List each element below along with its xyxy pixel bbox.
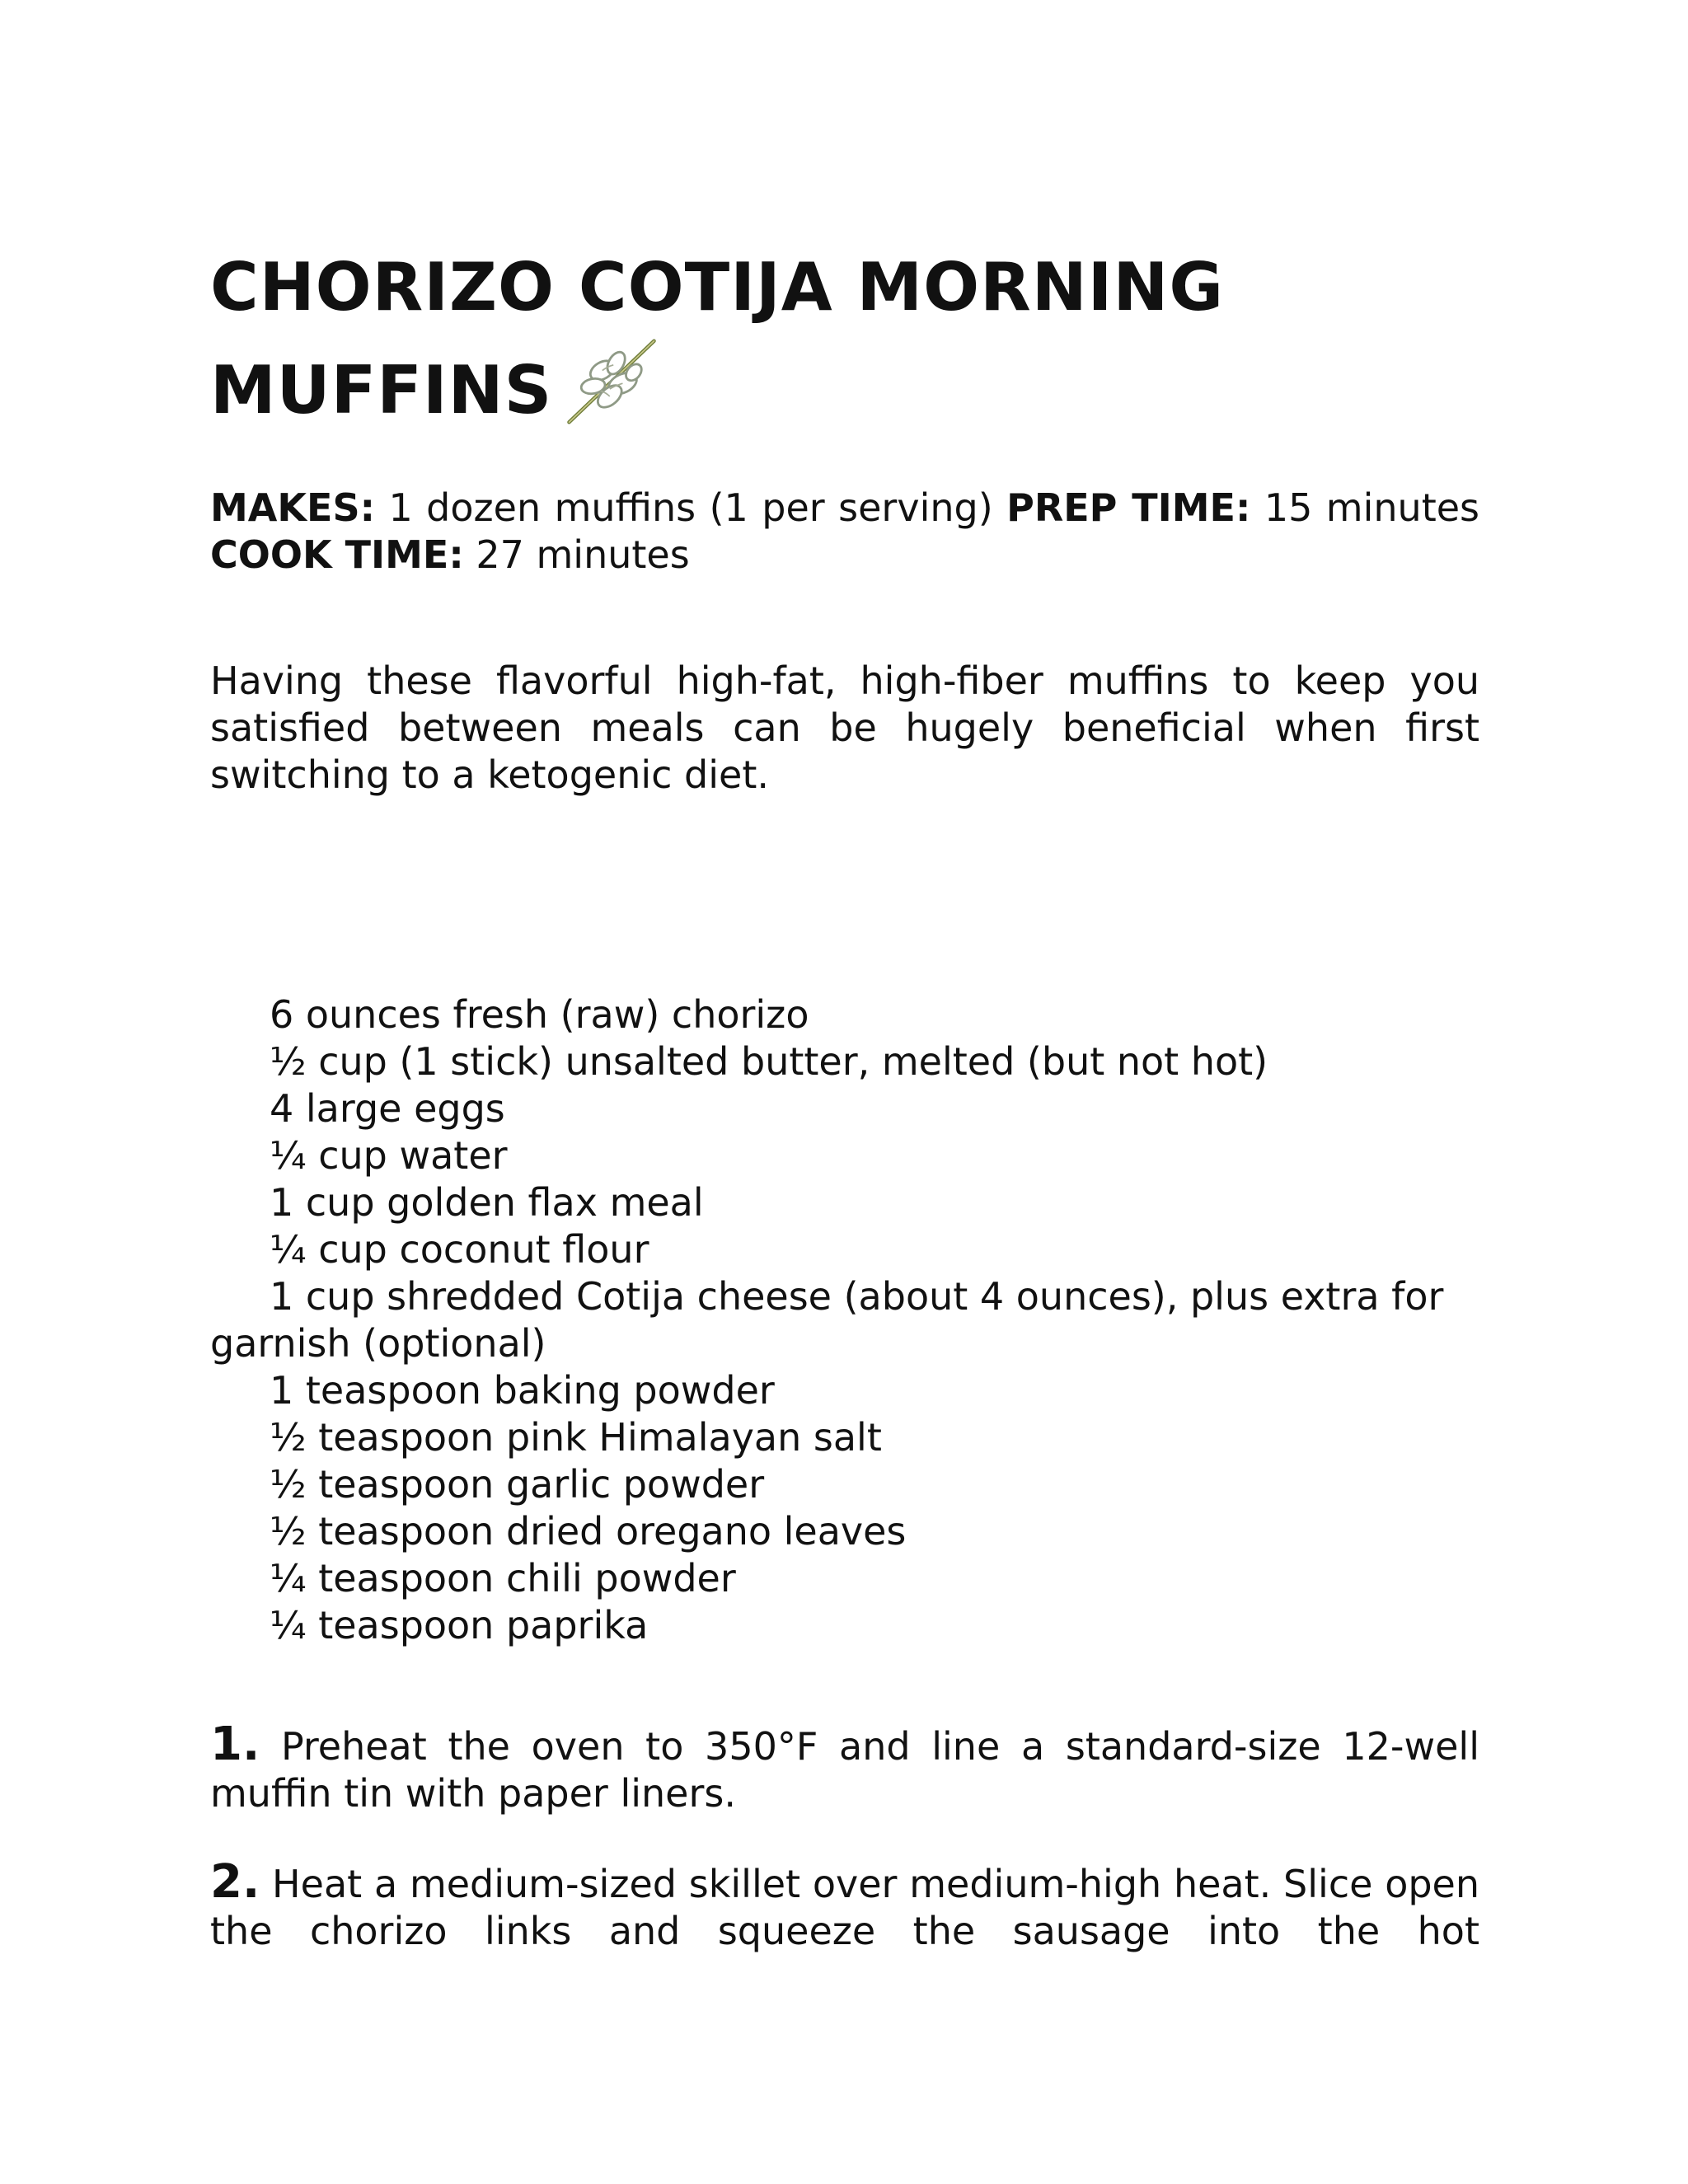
ingredient-item: 4 large eggs (270, 1086, 505, 1131)
step-number: 1. (210, 1718, 260, 1771)
ingredient-item: ¼ teaspoon paprika (270, 1603, 649, 1647)
cook-time-label: COOK TIME: (210, 532, 464, 577)
step-text: Preheat the oven to 350°F and line a standard-size 12-well muffin tin with paper liners. (210, 1724, 1479, 1816)
ingredient-item: ¼ cup water (270, 1133, 508, 1178)
recipe-title-text: CHORIZO COTIJA MORNING MUFFINS (210, 249, 1225, 429)
recipe-intro: Having these flavorful high-fat, high-fiber muffins to keep you satisfied between meals can be hugely beneficial when first switching to a ketogenic diet. (210, 658, 1479, 797)
ingredient-item: ½ teaspoon garlic powder (270, 1462, 765, 1507)
instruction-step (210, 1855, 1479, 1955)
ingredient-item: ¼ cup coconut flour (270, 1227, 649, 1272)
ingredient-item: 1 teaspoon baking powder (270, 1368, 775, 1413)
ingredient-item: ½ cup (1 stick) unsalted butter, melted (but not hot) (270, 1039, 1268, 1084)
prep-time-value: 15 minutes (1264, 485, 1480, 530)
ingredient-item: 1 cup golden flax meal (270, 1180, 704, 1225)
step-number: 2. (210, 1855, 260, 1909)
prep-time-label: PREP TIME: (1006, 485, 1251, 530)
cook-time-value: 27 minutes (476, 532, 690, 577)
ingredient-item: 1 cup shredded Cotija cheese (about 4 ounces), plus extra for garnish (optional) (210, 1274, 1444, 1366)
step-text: Heat a medium-sized skillet over medium-high heat. Slice open the chorizo links and squeeze the sausage into the hot (210, 1862, 1479, 1953)
recipe-title (210, 239, 1479, 438)
recipe-meta (210, 485, 1479, 579)
makes-label: MAKES: (210, 485, 375, 530)
ingredient-item: ¼ teaspoon chili powder (270, 1556, 736, 1601)
recipe-page (210, 239, 1479, 1996)
ingredient-item: 6 ounces fresh (raw) chorizo (270, 992, 809, 1037)
makes-value: 1 dozen muffins (1 per serving) (388, 485, 993, 530)
instruction-steps (210, 1718, 1479, 1955)
ingredient-list (210, 991, 1479, 1649)
herb-sprig-icon (565, 335, 658, 428)
ingredient-item: ½ teaspoon pink Himalayan salt (270, 1415, 882, 1460)
ingredient-item: ½ teaspoon dried oregano leaves (270, 1509, 907, 1554)
instruction-step (210, 1718, 1479, 1817)
